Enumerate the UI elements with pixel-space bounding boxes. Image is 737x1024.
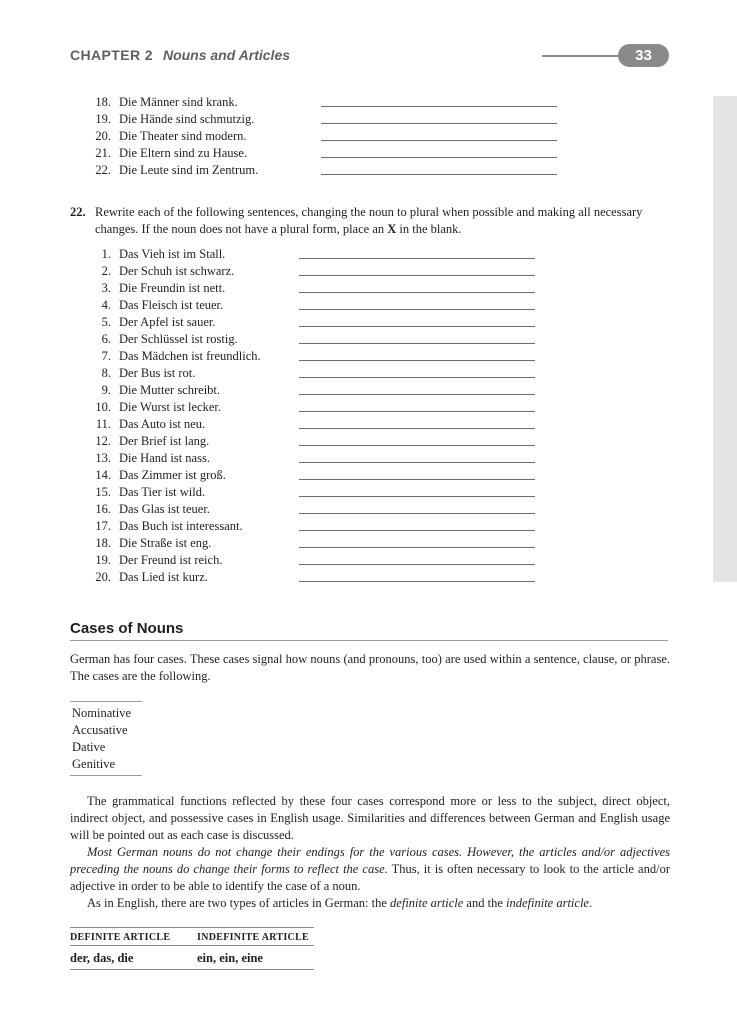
answer-blank[interactable] bbox=[299, 445, 535, 446]
item-sentence: Die Mutter schreibt. bbox=[119, 383, 221, 397]
answer-blank[interactable] bbox=[299, 394, 535, 395]
item-sentence: Das Fleisch ist teuer. bbox=[119, 298, 224, 312]
definite-articles: der, das, die bbox=[70, 951, 134, 965]
item-sentence: Das Zimmer ist groß. bbox=[119, 468, 226, 482]
chapter-label: CHAPTER 2 bbox=[70, 47, 153, 63]
item-number: 19. bbox=[95, 553, 111, 567]
item-sentence: Die Männer sind krank. bbox=[119, 95, 238, 109]
item-number: 9. bbox=[101, 383, 111, 397]
item-sentence: Der Schlüssel ist rostig. bbox=[119, 332, 238, 346]
item-number: 18. bbox=[95, 95, 111, 109]
section-rule bbox=[70, 640, 668, 641]
item-number: 18. bbox=[95, 536, 111, 550]
exercise-number: 22. bbox=[70, 205, 86, 219]
answer-blank[interactable] bbox=[321, 123, 557, 124]
articles-paragraph: As in English, there are two types of articles in German: the definite article and the indefinite article. bbox=[87, 896, 593, 910]
item-number: 8. bbox=[101, 366, 111, 380]
x-marker: X bbox=[387, 222, 397, 236]
endings-paragraph: Most German nouns do not change their endings for the various cases. However, the articles and/or adjectives preceding the nouns do change their forms to reflect the case. Thus, it is often necessary to look to the article and/or adjective in order to be able to identify the case of a noun. bbox=[70, 845, 670, 893]
item-number: 15. bbox=[95, 485, 111, 499]
answer-blank[interactable] bbox=[299, 496, 535, 497]
item-sentence: Das Lied ist kurz. bbox=[119, 570, 208, 584]
item-sentence: Die Straße ist eng. bbox=[119, 536, 212, 550]
case-accusative: Accusative bbox=[72, 723, 128, 737]
answer-blank[interactable] bbox=[299, 581, 535, 582]
cases-bottom-rule bbox=[70, 775, 142, 776]
answer-blank[interactable] bbox=[299, 564, 535, 565]
item-sentence: Die Wurst ist lecker. bbox=[119, 400, 222, 414]
item-number: 13. bbox=[95, 451, 111, 465]
answer-blank[interactable] bbox=[299, 462, 535, 463]
item-number: 1. bbox=[101, 247, 111, 261]
answer-blank[interactable] bbox=[299, 411, 535, 412]
section-title: Cases of Nouns bbox=[70, 620, 184, 637]
item-number: 7. bbox=[101, 349, 111, 363]
item-sentence: Das Mädchen ist freundlich. bbox=[119, 349, 261, 363]
item-number: 20. bbox=[95, 129, 111, 143]
item-number: 2. bbox=[101, 264, 111, 278]
item-number: 19. bbox=[95, 112, 111, 126]
answer-blank[interactable] bbox=[299, 479, 535, 480]
answer-blank[interactable] bbox=[299, 292, 535, 293]
item-number: 4. bbox=[101, 298, 111, 312]
item-sentence: Das Auto ist neu. bbox=[119, 417, 206, 431]
item-sentence: Die Freundin ist nett. bbox=[119, 281, 226, 295]
item-sentence: Die Eltern sind zu Hause. bbox=[119, 146, 248, 160]
item-sentence: Das Buch ist interessant. bbox=[119, 519, 243, 533]
item-sentence: Das Vieh ist im Stall. bbox=[119, 247, 226, 261]
item-number: 16. bbox=[95, 502, 111, 516]
item-number: 17. bbox=[95, 519, 111, 533]
answer-blank[interactable] bbox=[321, 106, 557, 107]
chapter-title: Nouns and Articles bbox=[162, 47, 291, 63]
answer-blank[interactable] bbox=[299, 547, 535, 548]
item-sentence: Der Freund ist reich. bbox=[119, 553, 223, 567]
item-number: 6. bbox=[101, 332, 111, 346]
item-number: 12. bbox=[95, 434, 111, 448]
answer-blank[interactable] bbox=[299, 377, 535, 378]
answer-blank[interactable] bbox=[321, 157, 557, 158]
case-nominative: Nominative bbox=[72, 706, 132, 720]
item-number: 10. bbox=[95, 400, 111, 414]
answer-blank[interactable] bbox=[299, 428, 535, 429]
item-number: 3. bbox=[101, 281, 111, 295]
table-bottom-rule bbox=[70, 969, 314, 970]
case-genitive: Genitive bbox=[72, 757, 116, 771]
table-header-definite: DEFINITE ARTICLE bbox=[70, 932, 171, 943]
table-header-rule bbox=[70, 945, 314, 946]
item-number: 22. bbox=[95, 163, 111, 177]
item-sentence: Der Schuh ist schwarz. bbox=[119, 264, 235, 278]
item-number: 5. bbox=[101, 315, 111, 329]
answer-blank[interactable] bbox=[299, 360, 535, 361]
answer-blank[interactable] bbox=[299, 275, 535, 276]
answer-blank[interactable] bbox=[299, 530, 535, 531]
intro-paragraph: German has four cases. These cases signal how nouns (and pronouns, too) are used within a sentence, clause, or phrase. The cases are the following. bbox=[70, 652, 670, 683]
answer-blank[interactable] bbox=[321, 140, 557, 141]
item-number: 11. bbox=[95, 417, 111, 431]
item-sentence: Das Tier ist wild. bbox=[119, 485, 206, 499]
case-dative: Dative bbox=[72, 740, 106, 754]
answer-blank[interactable] bbox=[299, 343, 535, 344]
answer-blank[interactable] bbox=[299, 326, 535, 327]
indefinite-articles: ein, ein, eine bbox=[197, 951, 263, 965]
item-sentence: Der Apfel ist sauer. bbox=[119, 315, 216, 329]
answer-blank[interactable] bbox=[299, 309, 535, 310]
answer-blank[interactable] bbox=[321, 174, 557, 175]
item-sentence: Die Theater sind modern. bbox=[119, 129, 247, 143]
page-number-badge: 33 bbox=[618, 44, 669, 67]
item-sentence: Der Brief ist lang. bbox=[119, 434, 210, 448]
table-header-indefinite: INDEFINITE ARTICLE bbox=[197, 932, 310, 943]
item-sentence: Die Hand ist nass. bbox=[119, 451, 210, 465]
cases-top-rule bbox=[70, 701, 142, 702]
item-sentence: Der Bus ist rot. bbox=[119, 366, 196, 380]
table-top-rule bbox=[70, 927, 314, 928]
page-edge-tab bbox=[713, 96, 737, 582]
item-number: 14. bbox=[95, 468, 111, 482]
answer-blank[interactable] bbox=[299, 513, 535, 514]
item-sentence: Die Hände sind schmutzig. bbox=[119, 112, 255, 126]
functions-paragraph: The grammatical functions reflected by these four cases correspond more or less to the subject, direct object, indirect object, and possessive cases in English usage. Similarities and differences between German and English usage will be pointed out as each case is discussed. bbox=[70, 794, 670, 842]
item-number: 20. bbox=[95, 570, 111, 584]
exercise-instruction: Rewrite each of the following sentences, changing the noun to plural when possible and making all necessary changes. If the noun does not have a plural form, place an X in the blank. bbox=[95, 205, 643, 236]
chapter-heading bbox=[70, 47, 290, 63]
item-number: 21. bbox=[95, 146, 111, 160]
answer-blank[interactable] bbox=[299, 258, 535, 259]
item-sentence: Das Glas ist teuer. bbox=[119, 502, 210, 516]
item-sentence: Die Leute sind im Zentrum. bbox=[119, 163, 259, 177]
